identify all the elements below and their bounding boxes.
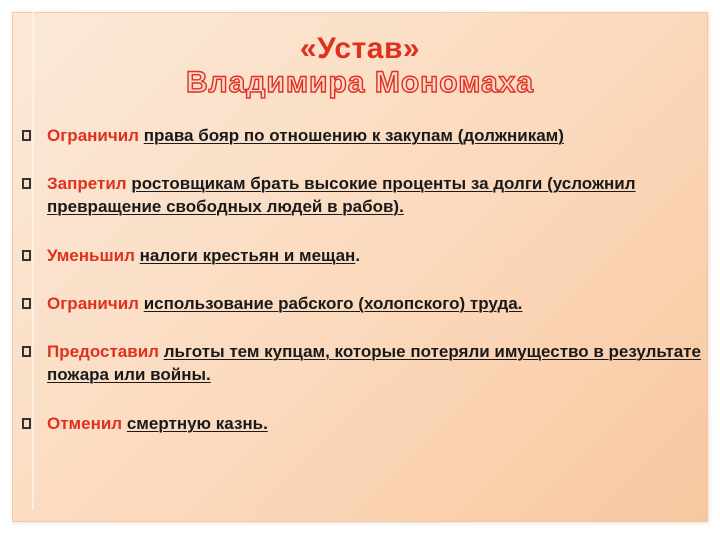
square-bullet-icon bbox=[22, 178, 31, 189]
list-item-rest: использование рабского (холопского) труда. bbox=[143, 294, 523, 313]
list-item-text bbox=[47, 244, 707, 267]
list-item-verb: Запретил bbox=[47, 174, 127, 193]
square-bullet-icon bbox=[22, 418, 31, 429]
list-item-verb: Ограничил bbox=[47, 126, 139, 145]
list-item-rest: налоги крестьян и мещан bbox=[139, 246, 356, 265]
list-item-rest: льготы тем купцам, которые потеряли имущество в результате пожара или войны. bbox=[47, 342, 701, 384]
list-item-text bbox=[47, 124, 707, 147]
list-item-verb: Отменил bbox=[47, 414, 123, 433]
list-item-text bbox=[47, 172, 707, 218]
list-item-text bbox=[47, 412, 707, 435]
square-bullet-icon bbox=[22, 346, 31, 357]
list-item-text bbox=[47, 292, 707, 315]
list-item-rest: смертную казнь. bbox=[126, 414, 268, 433]
square-bullet-icon bbox=[22, 130, 31, 141]
list-item-verb: Предоставил bbox=[47, 342, 159, 361]
title-line-2: Владимира Мономаха bbox=[185, 66, 535, 99]
title-line-1: «Устав» bbox=[299, 32, 421, 65]
list-item-tail: . bbox=[355, 246, 361, 265]
square-bullet-icon bbox=[22, 250, 31, 261]
list-item-rest: права бояр по отношению к закупам (должникам) bbox=[143, 126, 564, 145]
list-item-verb: Ограничил bbox=[47, 294, 139, 313]
list-item-text bbox=[47, 340, 707, 386]
square-bullet-icon bbox=[22, 298, 31, 309]
list-item-verb: Уменьшил bbox=[47, 246, 135, 265]
list-item-rest: ростовщикам брать высокие проценты за долги (усложнил превращение свободных людей в рабов). bbox=[47, 174, 636, 216]
